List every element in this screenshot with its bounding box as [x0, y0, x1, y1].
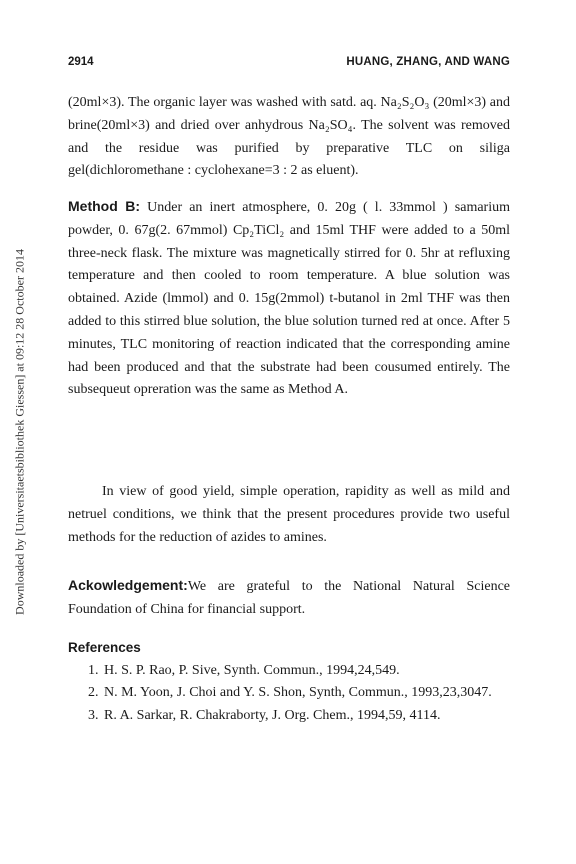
paragraph-method-b [68, 195, 510, 402]
page-number: 2914 [68, 56, 94, 68]
download-watermark [0, 0, 40, 864]
paragraph-conclusion [68, 481, 510, 549]
paragraph-method-b-text [68, 195, 510, 402]
paragraph-acknowledgement [68, 574, 510, 622]
reference-number: 2. [88, 685, 99, 701]
reference-text: H. S. P. Rao, P. Sive, Synth. Commun., 1994,24,549. [104, 663, 400, 678]
acknowledgement-body: We are grateful to the National Natural Science Foundation of China for financial support. [68, 579, 510, 617]
reference-item [88, 705, 510, 727]
reference-list [88, 660, 510, 727]
reference-item [88, 660, 510, 682]
download-watermark-text: Downloaded by [Universitaetsbibliothek Giessen] at 09:12 28 October 2014 [12, 249, 27, 615]
reference-text: R. A. Sarkar, R. Chakraborty, J. Org. Chem., 1994,59, 4114. [104, 707, 441, 723]
reference-text: N. M. Yoon, J. Choi and Y. S. Shon, Synth, Commun., 1993,23,3047. [104, 685, 492, 701]
paragraph-workup-text: (20ml×3). The organic layer was washed with satd. aq. Na₂S₂O₃ (20ml×3) and brine(20ml×3) and dried over anhydrous Na₂SO₄. The solvent was removed and the residue was purified by preparative TLC on siliga gel(dichloromethane : cyclohexane=3 : 2 as eluent). [68, 95, 510, 179]
acknowledgement-label: Ackowledgement: [68, 577, 188, 593]
references-heading: References [68, 640, 141, 655]
page-header [68, 56, 510, 74]
method-b-body: Under an inert atmosphere, 0. 20g ( l. 33mmol ) samarium powder, 0. 67g(2. 67mmol) Cp₂TiCl₂ and 15ml THF were added to a 50ml three-neck flask. The mixture was magnetically stirred for 0. 5hr at refluxing temperature and then cooled to room temperature. A blue solution was obtained. Azide (lmmol) and 0. 15g(2mmol) t-butanol in 2ml THF was then added to this stirred blue solution, the blue solution turned red at once. After 5 minutes, TLC monitoring of reaction indicated that the corresponding amine had been produced and that the substrate had been cousumed entirely. The subsequeut opreration was the same as Method A. [68, 200, 510, 398]
reference-number: 1. [88, 663, 99, 678]
paragraph-workup [68, 92, 510, 183]
method-b-label: Method B: [68, 198, 141, 214]
running-head: HUANG, ZHANG, AND WANG [346, 56, 510, 68]
reference-item [88, 682, 510, 704]
paragraph-acknowledgement-text [68, 574, 510, 622]
reference-number: 3. [88, 707, 99, 723]
paragraph-conclusion-text: In view of good yield, simple operation, rapidity as well as mild and netruel conditions, we think that the present procedures provide two useful methods for the reduction of azides to amines. [68, 484, 510, 545]
